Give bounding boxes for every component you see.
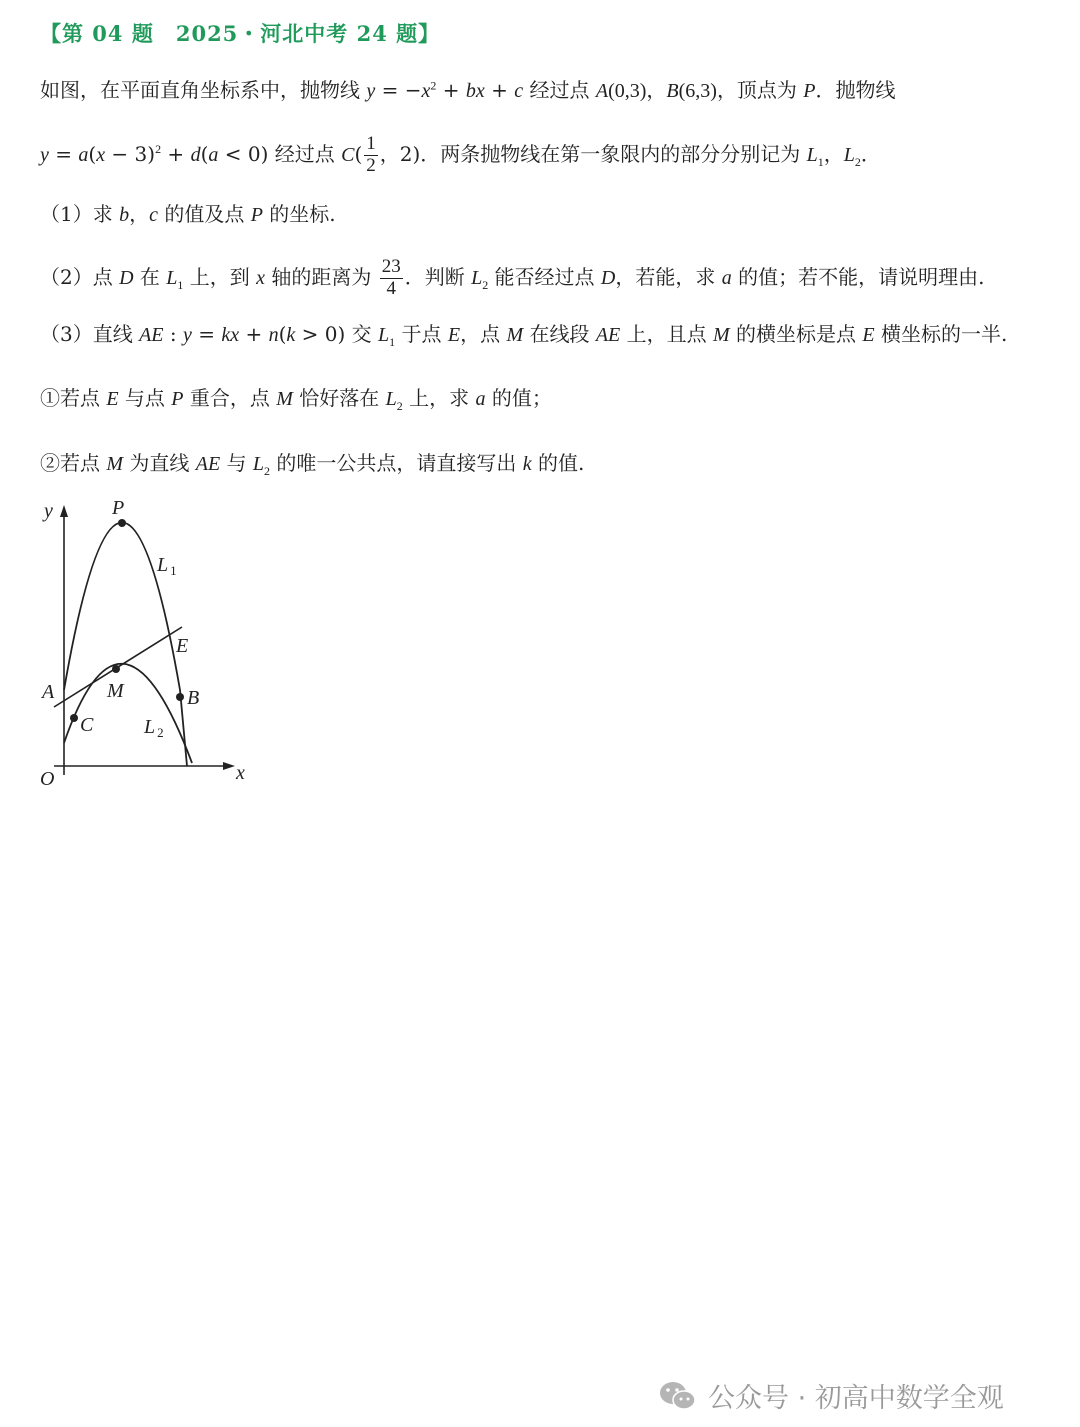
label-L1: L $_1$ — [157, 554, 177, 578]
point-C — [70, 714, 78, 722]
problem-header: 【第 04 题 2025・河北中考 24 题】 — [40, 21, 441, 46]
question-3-1: ①若点 E 与点 P 重合，点 M 恰好落在 $L_2$ 上，求 a 的值； — [40, 386, 552, 413]
label-O: O — [40, 768, 55, 790]
watermark-text: 公众号 · 初高中数学全观 — [708, 1383, 1004, 1414]
question-1: （1）求 b，c 的值及点 P 的坐标. — [40, 202, 336, 226]
question-2: （2）点 D 在 $L_1$ 上，到 x 轴的距离为 $\frac{23}{4}$ ．判断 $L_2$ 能否经过点 D，若能，求 a 的值；若不能，请说明理由. — [40, 256, 985, 299]
question-3: （3）直线 AE : y = kx + n(k > 0) 交 $L_1$ 于点 E，点 M 在线段 AE 上，且点 M 的横坐标是点 E 横坐标的一半. — [40, 322, 1008, 349]
coordinate-figure — [30, 495, 250, 795]
y-axis-arrow — [60, 505, 68, 517]
label-x: x — [236, 762, 245, 784]
problem-line-2: $y = a(x - 3)^2 + d(a < 0)$ 经过点 C( $\frac{1}{2}$ ，2)．两条抛物线在第一象限内的部分分别记为 $L_1$，$L_2$． — [40, 133, 881, 176]
label-E: E — [176, 635, 189, 657]
label-B: B — [187, 687, 200, 709]
label-C: C — [80, 714, 94, 736]
point-P — [118, 519, 126, 527]
question-3-2: ②若点 M 为直线 AE 与 $L_2$ 的唯一公共点，请直接写出 k 的值. — [40, 451, 585, 478]
x-axis-arrow — [223, 762, 235, 770]
label-M: M — [107, 680, 124, 702]
wechat-icon — [658, 1379, 698, 1413]
watermark — [658, 1376, 1004, 1415]
point-M — [112, 665, 120, 673]
point-B — [176, 693, 184, 701]
label-y: y — [44, 500, 53, 522]
label-A: A — [42, 681, 55, 703]
problem-line-1: 如图，在平面直角坐标系中，抛物线 $y = -x^2$ + bx + c 经过点 A(0,3)，B(6,3)，顶点为 P．抛物线 — [40, 78, 896, 102]
label-P: P — [112, 497, 125, 519]
label-L2: L $_2$ — [144, 716, 164, 740]
